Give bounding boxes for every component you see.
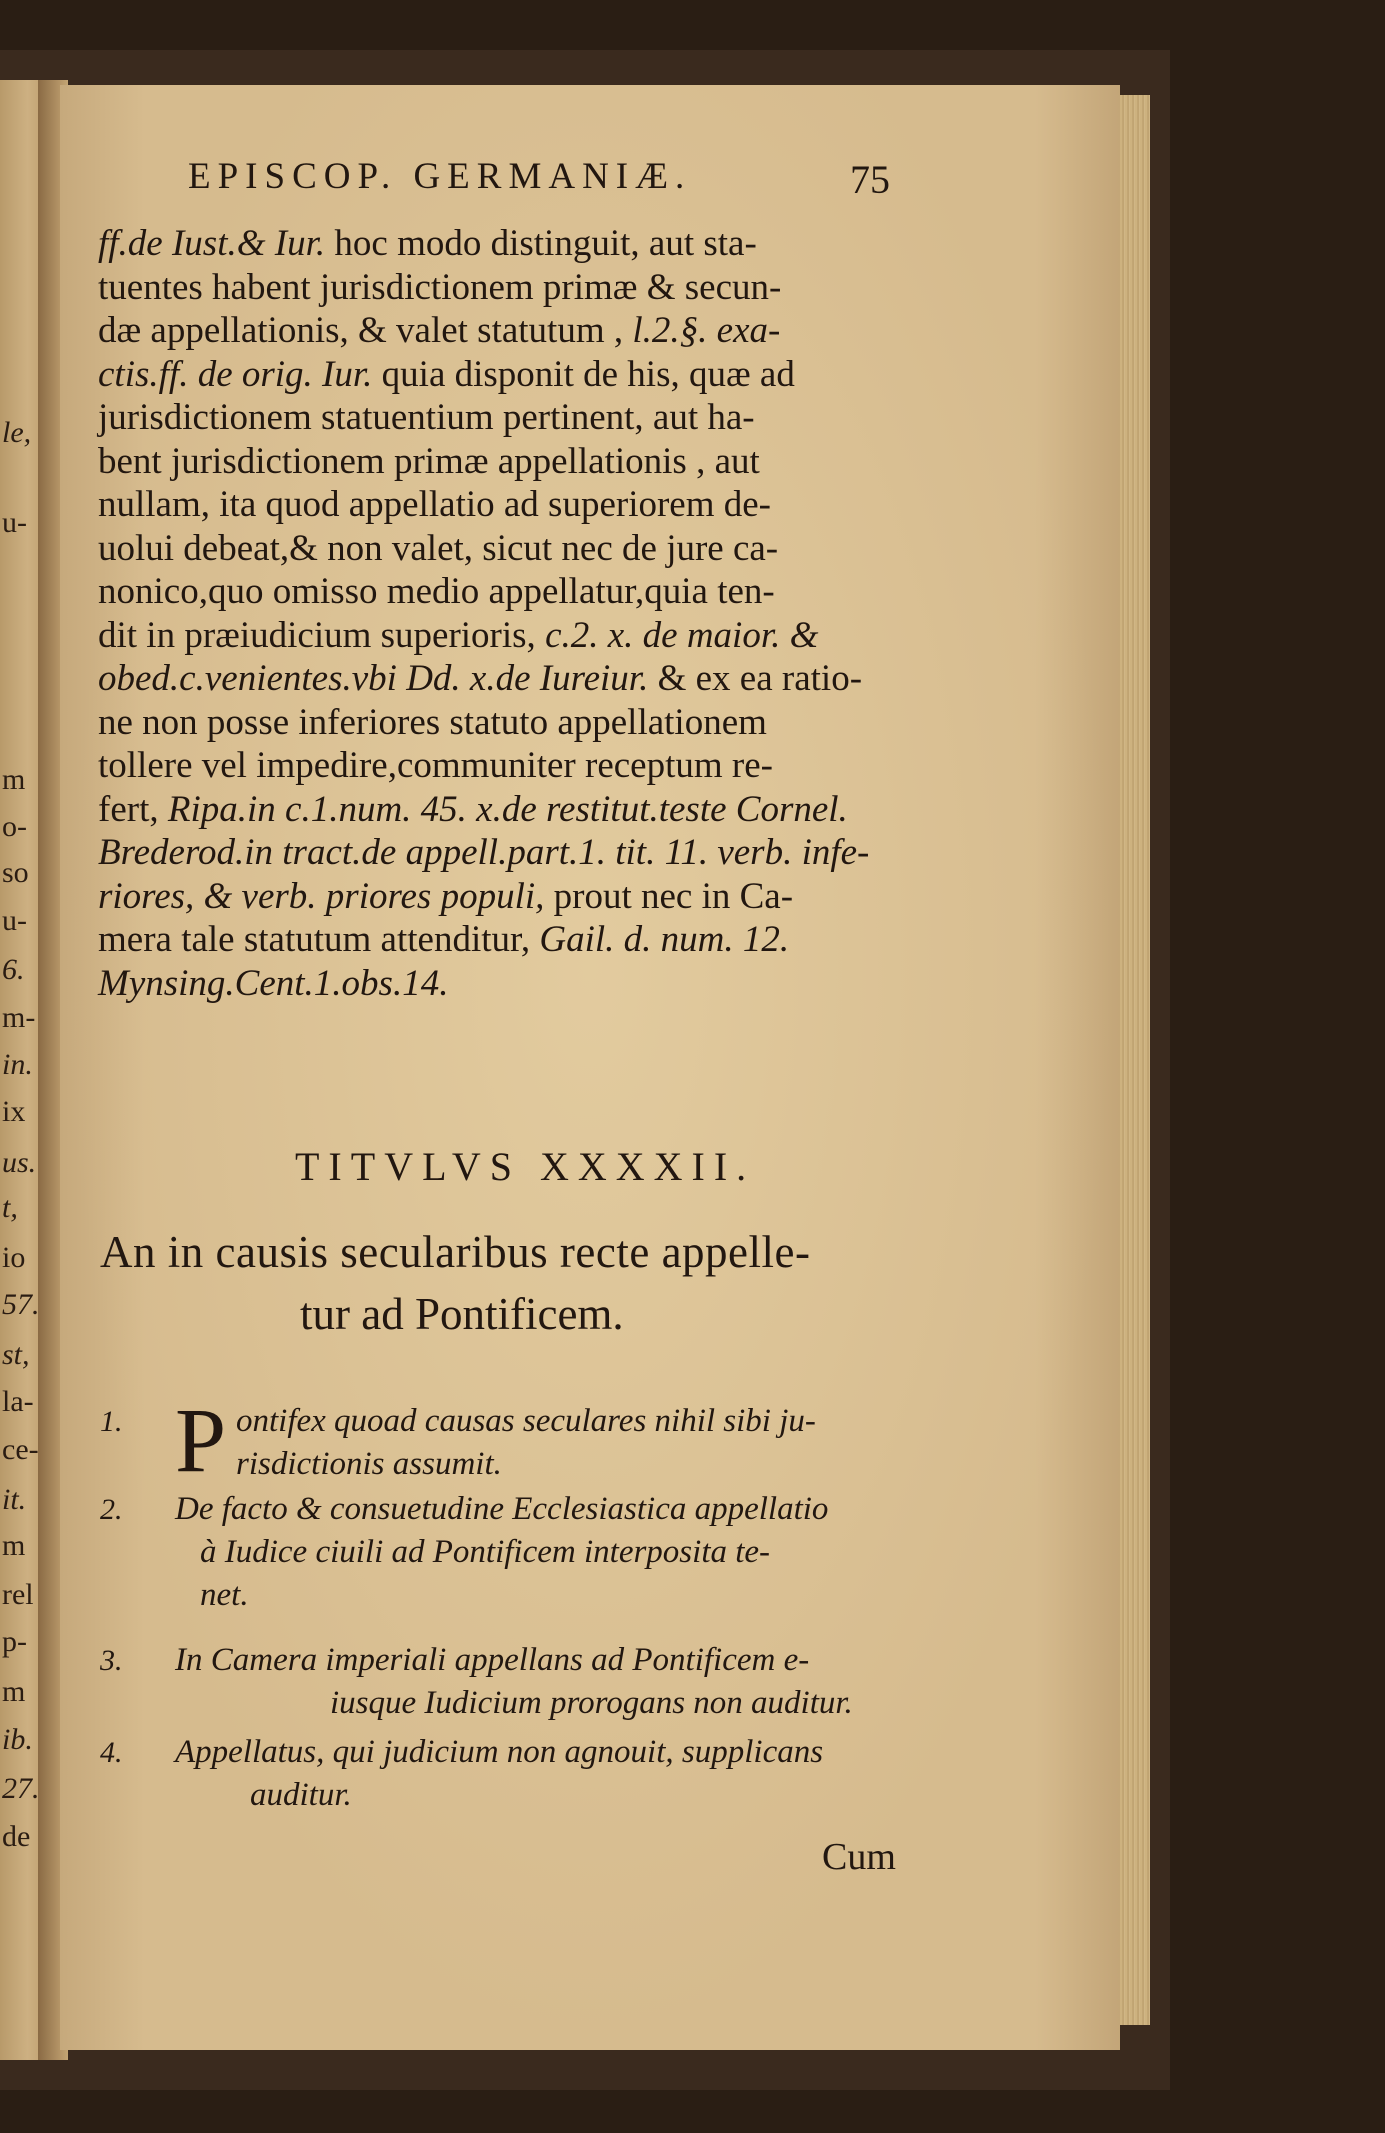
italic-citation: Mynsing.Cent.1.obs.14. (98, 962, 449, 1004)
previous-page-fragment: so (2, 856, 29, 889)
previous-page-fragment: o- (2, 810, 27, 843)
body-line (98, 788, 848, 830)
body-line (98, 225, 757, 262)
italic-citation: obed.c.venientes.vbi Dd. x.de Iureiur. (98, 658, 649, 699)
previous-page-fragment: m (2, 1529, 26, 1562)
catchword: Cum (822, 1836, 896, 1878)
roman-text: quia disponit de his, quæ ad (372, 353, 795, 395)
roman-text: & ex ea ratio- (648, 658, 863, 699)
previous-page-fragment: u- (2, 506, 27, 539)
roman-text: tollere vel impedire,communiter receptum re- (98, 745, 773, 786)
italic-citation: Ripa.in c.1.num. 45. x.de restitut.teste Cornel. (167, 788, 848, 830)
body-line (98, 875, 794, 917)
body-line (98, 747, 773, 784)
body-line (98, 312, 780, 349)
summary-number: 4. (100, 1736, 123, 1769)
roman-text: nullam, ita quod appellatio ad superiorem de- (98, 484, 771, 525)
title-subtitle-line2: tur ad Pontificem. (300, 1289, 624, 1339)
previous-page-fragment: st, (2, 1338, 30, 1371)
previous-page-fragment: la- (2, 1385, 34, 1418)
summary-number: 1. (100, 1405, 123, 1438)
previous-page-fragment: m- (2, 1001, 36, 1034)
body-line (98, 921, 789, 958)
body-line (98, 266, 782, 308)
summary-line: à Iudice ciuili ad Pontificem interposita te- (200, 1534, 771, 1570)
previous-page-fragment: de (2, 1820, 31, 1853)
roman-text: bent jurisdictionem primæ appellationis , aut (98, 440, 760, 482)
summary-number: 3. (100, 1644, 123, 1677)
summary-line: net. (200, 1577, 249, 1613)
roman-text: jurisdictionem statuentium pertinent, aut ha- (98, 397, 755, 438)
italic-citation: ctis.ff. de orig. Iur. (98, 353, 373, 395)
previous-page-fragment: t, (2, 1191, 18, 1224)
drop-capital: P (175, 1389, 227, 1491)
roman-text: ne non posse inferiores statuto appellationem (98, 701, 767, 743)
italic-citation: Gail. d. num. 12. (539, 919, 790, 960)
italic-citation: c.2. x. de maior. & (545, 614, 819, 656)
previous-page-fragment: m (2, 763, 26, 796)
previous-page-fragment: le, (2, 416, 32, 449)
body-line (98, 614, 819, 656)
roman-text: mera tale statutum attenditur, (98, 919, 540, 960)
body-line (98, 527, 779, 569)
italic-citation: ff.de Iust.& Iur. (98, 223, 326, 264)
body-line (98, 353, 795, 395)
previous-page-fragment: u- (2, 904, 27, 937)
previous-page-fragment: it. (2, 1483, 27, 1516)
summary-line: risdictionis assumit. (236, 1446, 502, 1482)
previous-page-fragment: ib. (2, 1723, 33, 1756)
body-line (98, 701, 767, 743)
previous-page-fragment: 6. (2, 953, 25, 986)
roman-text: hoc modo distinguit, aut sta- (325, 223, 757, 264)
summary-line: auditur. (250, 1777, 352, 1813)
previous-page-margin-text (2, 0, 42, 2133)
roman-text: uolui debeat,& non valet, sicut nec de jure ca- (98, 527, 779, 569)
roman-text: prout nec in Ca- (544, 875, 794, 917)
body-line (98, 486, 771, 523)
roman-text: dit in præiudicium superioris, (98, 614, 546, 656)
roman-text: tuentes habent jurisdictionem primæ & secun- (98, 266, 782, 308)
italic-citation: Brederod.in tract.de appell.part.1. tit. 11. verb. infe- (98, 832, 870, 873)
body-line (98, 573, 775, 610)
italic-citation: l.2.§. exa- (632, 310, 781, 351)
body-line (98, 440, 760, 482)
previous-page-fragment: 57. (2, 1288, 40, 1321)
page-number: 75 (850, 157, 890, 202)
summary-line: ontifex quoad causas seculares nihil sibi ju- (236, 1403, 816, 1439)
roman-text: dæ appellationis, & valet statutum , (98, 310, 633, 351)
title-subtitle-line1: An in causis secularibus recte appelle- (100, 1227, 811, 1277)
title-heading: TITVLVS XXXXII. (295, 1144, 756, 1189)
previous-page-fragment: io (2, 1241, 26, 1274)
body-line (98, 660, 862, 697)
previous-page-fragment: ce- (2, 1433, 39, 1466)
body-line (98, 834, 869, 871)
body-line (98, 962, 449, 1004)
summary-line: Appellatus, qui judicium non agnouit, supplicans (175, 1734, 824, 1770)
roman-text: nonico,quo omisso medio appellatur,quia ten- (98, 571, 775, 612)
italic-citation: riores, & verb. priores populi, (98, 875, 545, 917)
previous-page-fragment: rel (2, 1578, 34, 1611)
roman-text: fert, (98, 788, 168, 830)
previous-page-fragment: ix (2, 1095, 26, 1128)
previous-page-fragment: in. (2, 1048, 33, 1081)
previous-page-fragment: 27. (2, 1772, 40, 1805)
summary-line: De facto & consuetudine Ecclesiastica appellatio (175, 1491, 829, 1527)
running-head: EPISCOP. GERMANIÆ. (188, 156, 692, 197)
body-line (98, 399, 755, 436)
previous-page-fragment: m (2, 1675, 26, 1708)
previous-page-fragment: us. (2, 1146, 37, 1179)
summary-line: In Camera imperiali appellans ad Pontificem e- (175, 1642, 810, 1678)
previous-page-fragment: p- (2, 1625, 27, 1658)
summary-line: iusque Iudicium prorogans non auditur. (330, 1685, 853, 1721)
summary-number: 2. (100, 1493, 123, 1526)
